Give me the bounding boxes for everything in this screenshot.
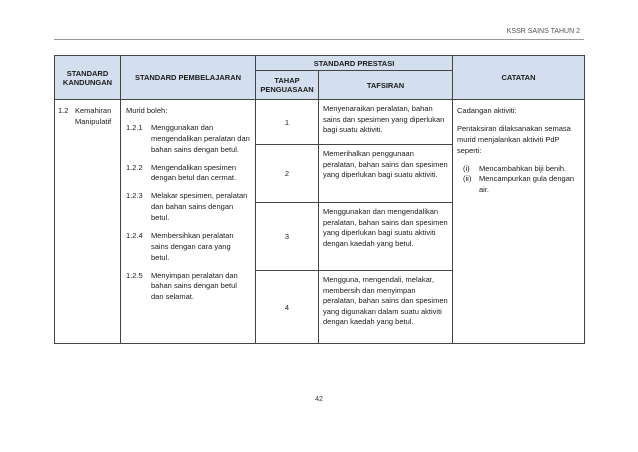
header-catatan: CATATAN	[453, 56, 585, 100]
header-standard-kandungan: STANDARD KANDUNGAN	[55, 56, 121, 100]
header-tafsiran: TAFSIRAN	[319, 71, 453, 100]
standards-table	[54, 55, 585, 344]
pembelajaran-item	[126, 271, 251, 304]
tafsiran-cell: Menggunakan dan mengendalikan peralatan, bahan sains dan spesimen yang diperlukan bagi suatu aktiviti dengan kaedah yang betul.	[319, 203, 453, 271]
header-standard-prestasi: STANDARD PRESTASI	[256, 56, 453, 71]
page-header: KSSR SAINS TAHUN 2	[506, 28, 580, 35]
pembelajaran-intro: Murid boleh:	[126, 106, 168, 115]
tafsiran-cell: Menyenaraikan peralatan, bahan sains dan spesimen yang diperlukan bagi suatu aktiviti.	[319, 100, 453, 145]
pembelajaran-item-number: 1.2.4	[126, 230, 143, 240]
tafsiran-cell: Mengguna, mengendali, melakar, membersih dan menyimpan peralatan, bahan sains dan spesimen yang digunakan dalam suatu aktiviti dengan kaedah yang betul.	[319, 271, 453, 344]
pembelajaran-item	[126, 163, 251, 185]
catatan-item-number: (ii)	[463, 174, 472, 184]
pembelajaran-item-text: Menyimpan peralatan dan bahan sains dengan betul dan selamat.	[151, 270, 238, 302]
header-rule	[54, 39, 584, 40]
pembelajaran-item-text: Membersihkan peralatan sains dengan cara yang betul.	[151, 230, 234, 262]
standard-pembelajaran-cell	[121, 100, 256, 344]
pembelajaran-item-number: 1.2.5	[126, 270, 143, 280]
tahap-cell: 4	[256, 271, 319, 344]
tahap-cell: 3	[256, 203, 319, 271]
pembelajaran-item-text: Melakar spesimen, peralatan dan bahan sains dengan betul.	[151, 191, 248, 222]
pembelajaran-item-number: 1.2.1	[126, 122, 143, 132]
catatan-cell	[453, 100, 585, 344]
catatan-paragraph: Pentaksiran dilaksanakan semasa murid menjalankan aktiviti PdP seperti:	[457, 123, 571, 155]
standard-kandungan-cell	[55, 100, 121, 344]
catatan-item-number: (i)	[463, 163, 470, 173]
tahap-cell: 1	[256, 100, 319, 145]
standard-kandungan-label: Kemahiran Manipulatif	[75, 106, 112, 126]
pembelajaran-item-text: Menggunakan dan mengendalikan peralatan dan bahan sains dengan betul.	[151, 122, 250, 154]
pembelajaran-item-number: 1.2.2	[126, 162, 143, 172]
catatan-list-item	[457, 164, 580, 175]
catatan-item-text: Mencampurkan gula dengan air.	[479, 174, 575, 195]
header-standard-pembelajaran: STANDARD PEMBELAJARAN	[121, 56, 256, 100]
standard-kandungan-number: 1.2	[58, 106, 69, 115]
catatan-heading: Cadangan aktiviti:	[457, 106, 517, 115]
pembelajaran-item	[126, 231, 251, 264]
page-number: 42	[315, 396, 323, 403]
pembelajaran-item	[126, 123, 251, 156]
catatan-list-item	[457, 174, 580, 196]
catatan-item-text: Mencambahkan biji benih.	[479, 163, 567, 173]
header-tahap-penguasaan: TAHAP PENGUASAAN	[256, 71, 319, 100]
pembelajaran-item-text: Mengendalikan spesimen dengan betul dan cermat.	[151, 162, 237, 183]
tahap-cell: 2	[256, 145, 319, 203]
pembelajaran-item-number: 1.2.3	[126, 191, 143, 201]
pembelajaran-item	[126, 191, 251, 224]
tafsiran-cell: Memerihalkan penggunaan peralatan, bahan sains dan spesimen yang diperlukan bagi suatu aktiviti.	[319, 145, 453, 203]
